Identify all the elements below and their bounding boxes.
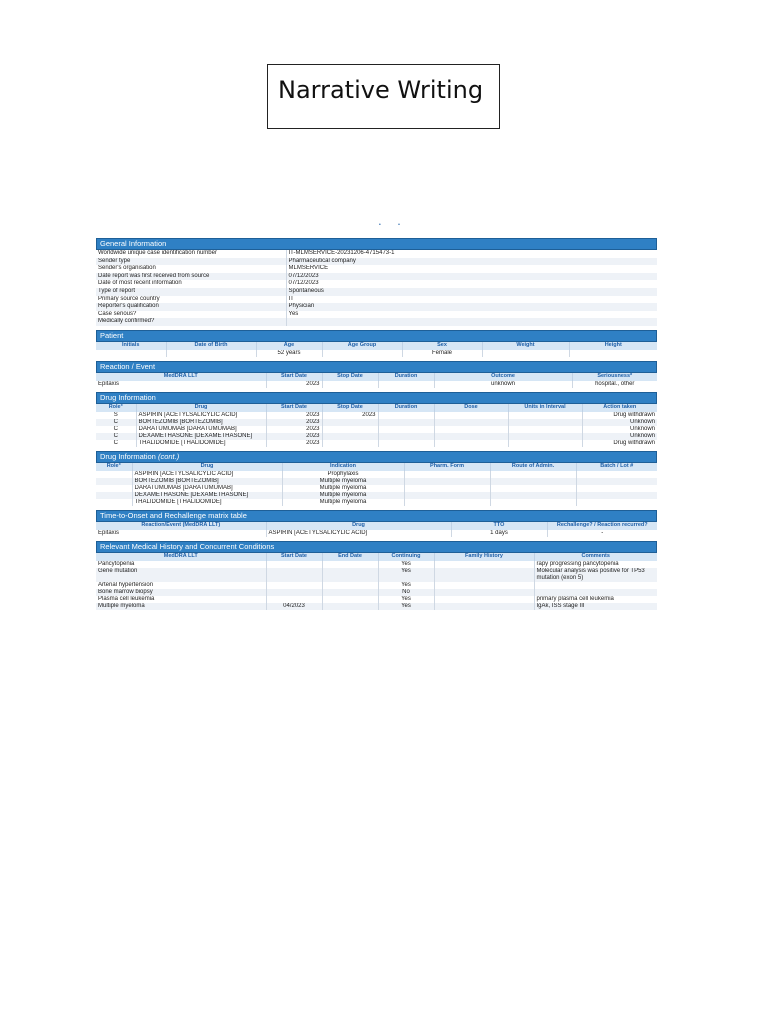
table-cell xyxy=(322,426,378,433)
section-heading: Patient xyxy=(96,330,657,342)
table-cell xyxy=(378,426,434,433)
table-cell: - xyxy=(547,530,657,537)
column-header: Start Date xyxy=(266,404,322,412)
table-cell xyxy=(434,568,534,582)
table-row xyxy=(96,265,657,273)
table-cell: Molecular analysis was positive for TP53 mutation (exon 5) xyxy=(534,568,657,582)
column-header: Drug xyxy=(266,522,451,530)
field-label: Worldwide unique case identification number xyxy=(96,250,286,258)
table-cell xyxy=(576,485,657,492)
field-value: Pharmaceutical company xyxy=(286,258,657,266)
table-cell xyxy=(96,492,132,499)
table-row xyxy=(96,492,657,499)
header-row xyxy=(96,463,657,471)
table-cell: BORTEZOMIB [BORTEZOMIB] xyxy=(132,478,282,485)
table-cell xyxy=(266,589,322,596)
table-cell xyxy=(434,582,534,589)
column-header: Outcome xyxy=(434,373,572,381)
table-cell xyxy=(322,561,378,568)
table-row xyxy=(96,596,657,603)
table-cell xyxy=(508,419,582,426)
header-row xyxy=(96,373,657,381)
table-cell: Plasma cell leukemia xyxy=(96,596,266,603)
field-value: IT-MLMSERVICE-20231206-4715473-1 xyxy=(286,250,657,258)
table-cell xyxy=(322,440,378,447)
table-row xyxy=(96,499,657,506)
table-cell xyxy=(434,561,534,568)
table-cell: DEXAMETHASONE [DEXAMETHASONE] xyxy=(132,492,282,499)
column-header: Pharm. Form xyxy=(404,463,490,471)
field-label: Case serious? xyxy=(96,311,286,319)
drug-cont-table xyxy=(96,463,657,506)
column-header: Start Date xyxy=(266,553,322,561)
table-cell: unknown xyxy=(434,381,572,388)
table-row xyxy=(96,273,657,281)
column-header: Continuing xyxy=(378,553,434,561)
table-cell: Unknown xyxy=(582,433,657,440)
column-header: Role° xyxy=(96,463,132,471)
patient-section xyxy=(96,330,657,357)
section-heading: Drug Information xyxy=(96,392,657,404)
table-cell: rapy progressing pancytopenia xyxy=(534,561,657,568)
table-row xyxy=(96,603,657,610)
column-header: Initials xyxy=(96,342,166,350)
table-cell: Unknown xyxy=(582,419,657,426)
table-row xyxy=(96,381,657,388)
table-cell xyxy=(266,568,322,582)
column-header: MedDRA LLT xyxy=(96,373,266,381)
table-cell: C xyxy=(96,426,136,433)
field-value: 07/12/2023 xyxy=(286,273,657,281)
table-cell: DEXAMETHASONE [DEXAMETHASONE] xyxy=(136,433,266,440)
table-cell xyxy=(490,492,576,499)
table-cell xyxy=(96,471,132,478)
table-cell: 2023 xyxy=(322,412,378,419)
field-label: Medically confirmed? xyxy=(96,318,286,326)
table-cell: 2023 xyxy=(266,381,322,388)
table-row xyxy=(96,296,657,304)
column-header: Batch / Lot # xyxy=(576,463,657,471)
drug-table xyxy=(96,404,657,447)
table-cell xyxy=(434,589,534,596)
section-heading-suffix: (cont.) xyxy=(157,451,180,461)
table-cell xyxy=(576,499,657,506)
table-cell xyxy=(96,478,132,485)
table-cell xyxy=(404,492,490,499)
table-cell: 52 years xyxy=(256,350,322,357)
table-cell: Multiple myeloma xyxy=(282,492,404,499)
table-cell: No xyxy=(378,589,434,596)
table-row xyxy=(96,589,657,596)
column-header: Date of Birth xyxy=(166,342,256,350)
table-row xyxy=(96,412,657,419)
table-cell xyxy=(322,582,378,589)
column-header: Sex xyxy=(402,342,482,350)
table-cell xyxy=(508,412,582,419)
table-row xyxy=(96,433,657,440)
column-header: Dose xyxy=(434,404,508,412)
table-row xyxy=(96,280,657,288)
header-row xyxy=(96,342,657,350)
column-header: Height xyxy=(569,342,657,350)
table-row xyxy=(96,478,657,485)
column-header: Units in Interval xyxy=(508,404,582,412)
table-cell xyxy=(434,596,534,603)
table-cell xyxy=(166,350,256,357)
table-cell xyxy=(508,426,582,433)
table-row xyxy=(96,318,657,326)
column-header: Route of Admin. xyxy=(490,463,576,471)
field-label: Date report was first received from source xyxy=(96,273,286,281)
table-row xyxy=(96,350,657,357)
table-cell: Multiple myeloma xyxy=(282,478,404,485)
table-row xyxy=(96,530,657,537)
medical-history-section xyxy=(96,541,657,610)
general-information-section xyxy=(96,238,657,326)
table-cell: Arterial hypertension xyxy=(96,582,266,589)
table-row xyxy=(96,250,657,258)
field-value: MLMSERVICE xyxy=(286,265,657,273)
medical-history-table xyxy=(96,553,657,610)
column-header: Family History xyxy=(434,553,534,561)
section-heading: Time-to-Onset and Rechallenge matrix table xyxy=(96,510,657,522)
table-row xyxy=(96,288,657,296)
section-heading-text: Drug Information xyxy=(100,451,156,461)
table-row xyxy=(96,419,657,426)
table-cell xyxy=(508,440,582,447)
table-cell xyxy=(534,589,657,596)
table-row xyxy=(96,568,657,582)
table-cell: Yes xyxy=(378,561,434,568)
reaction-section xyxy=(96,361,657,388)
table-row xyxy=(96,426,657,433)
table-cell: Prophylaxis xyxy=(282,471,404,478)
table-cell: C xyxy=(96,419,136,426)
table-cell xyxy=(534,582,657,589)
tto-table xyxy=(96,522,657,537)
column-header: MedDRA LLT xyxy=(96,553,266,561)
table-cell: Drug withdrawn xyxy=(582,440,657,447)
section-heading: Reaction / Event xyxy=(96,361,657,373)
field-value: Yes xyxy=(286,311,657,319)
table-cell xyxy=(434,433,508,440)
table-cell: Yes xyxy=(378,596,434,603)
header-row xyxy=(96,553,657,561)
table-cell xyxy=(434,603,534,610)
table-cell xyxy=(404,485,490,492)
drug-cont-section xyxy=(96,451,657,506)
table-row xyxy=(96,471,657,478)
table-row xyxy=(96,582,657,589)
table-cell: Drug withdrawn xyxy=(582,412,657,419)
table-cell xyxy=(266,582,322,589)
section-heading: Relevant Medical History and Concurrent Conditions xyxy=(96,541,657,553)
column-header: Duration xyxy=(378,404,434,412)
page-title: Narrative Writing xyxy=(278,76,484,104)
table-cell xyxy=(434,412,508,419)
column-header: Role° xyxy=(96,404,136,412)
reaction-table xyxy=(96,373,657,388)
table-row xyxy=(96,258,657,266)
table-cell xyxy=(96,485,132,492)
table-cell xyxy=(434,426,508,433)
table-cell xyxy=(266,596,322,603)
table-cell: S xyxy=(96,412,136,419)
table-cell xyxy=(378,381,434,388)
table-cell xyxy=(322,596,378,603)
table-cell xyxy=(576,492,657,499)
table-cell xyxy=(322,350,402,357)
table-cell: hospital., other xyxy=(572,381,657,388)
column-header: Seriousness* xyxy=(572,373,657,381)
table-cell: 2023 xyxy=(266,419,322,426)
table-cell: C xyxy=(96,433,136,440)
table-cell xyxy=(322,568,378,582)
table-cell xyxy=(576,471,657,478)
column-header: Comments xyxy=(534,553,657,561)
table-cell: 04/2023 xyxy=(266,603,322,610)
table-cell: Multiple myeloma xyxy=(282,499,404,506)
table-cell xyxy=(378,419,434,426)
table-cell: Pancytopenia xyxy=(96,561,266,568)
table-cell: ASPIRIN [ACETYLSALICYLIC ACID] xyxy=(136,412,266,419)
table-cell xyxy=(96,499,132,506)
section-heading: General Information xyxy=(96,238,657,250)
table-cell: BORTEZOMIB [BORTEZOMIB] xyxy=(136,419,266,426)
page-title-box xyxy=(267,64,500,129)
table-cell: Epitaxis xyxy=(96,381,266,388)
table-row xyxy=(96,311,657,319)
table-cell xyxy=(404,471,490,478)
field-value: Physician xyxy=(286,303,657,311)
table-cell: IgAk, ISS stage III xyxy=(534,603,657,610)
table-cell: Bone marrow biopsy xyxy=(96,589,266,596)
table-cell: Female xyxy=(402,350,482,357)
table-cell xyxy=(378,440,434,447)
table-cell: Yes xyxy=(378,568,434,582)
table-cell: DARATUMUMAB [DARATUMUMAB] xyxy=(132,485,282,492)
tto-section xyxy=(96,510,657,537)
column-header: Action taken xyxy=(582,404,657,412)
column-header: Duration xyxy=(378,373,434,381)
header-row xyxy=(96,404,657,412)
table-cell: DARATUMUMAB [DARATUMUMAB] xyxy=(136,426,266,433)
table-cell xyxy=(404,478,490,485)
patient-table xyxy=(96,342,657,357)
table-cell: C xyxy=(96,440,136,447)
table-row xyxy=(96,485,657,492)
table-cell: primary plasma cell leukemia xyxy=(534,596,657,603)
column-header: End Date xyxy=(322,553,378,561)
column-header: Stop Date xyxy=(322,373,378,381)
table-row xyxy=(96,440,657,447)
column-header: Drug xyxy=(132,463,282,471)
column-header: Rechallenge? / Reaction recurred? xyxy=(547,522,657,530)
header-row xyxy=(96,522,657,530)
table-cell: THALIDOMIDE [THALIDOMIDE] xyxy=(132,499,282,506)
table-cell: Epitaxis xyxy=(96,530,266,537)
table-cell xyxy=(322,433,378,440)
table-cell: 2023 xyxy=(266,440,322,447)
table-cell: 2023 xyxy=(266,426,322,433)
table-cell xyxy=(322,589,378,596)
drug-section xyxy=(96,392,657,447)
table-cell: 1 days xyxy=(451,530,547,537)
column-header: Age Group xyxy=(322,342,402,350)
field-label: Type of report xyxy=(96,288,286,296)
field-label: Sender's organisation xyxy=(96,265,286,273)
field-label: Sender type xyxy=(96,258,286,266)
column-header: Start Date xyxy=(266,373,322,381)
column-header: Weight xyxy=(482,342,569,350)
field-label: Date of most recent information xyxy=(96,280,286,288)
table-cell xyxy=(490,478,576,485)
table-cell: ASPIRIN [ACETYLSALICYLIC ACID] xyxy=(132,471,282,478)
table-cell xyxy=(490,485,576,492)
column-header: Reaction/Event (MedDRA LLT) xyxy=(96,522,266,530)
table-cell xyxy=(482,350,569,357)
column-header: Age xyxy=(256,342,322,350)
table-cell: 2023 xyxy=(266,412,322,419)
table-cell xyxy=(434,419,508,426)
table-cell xyxy=(322,419,378,426)
table-cell: Yes xyxy=(378,603,434,610)
table-cell xyxy=(322,381,378,388)
table-cell xyxy=(322,603,378,610)
column-header: Drug xyxy=(136,404,266,412)
decorative-dots: • • xyxy=(379,222,408,228)
table-cell xyxy=(508,433,582,440)
table-cell xyxy=(378,433,434,440)
table-cell xyxy=(434,440,508,447)
case-report xyxy=(96,238,657,614)
column-header: Stop Date xyxy=(322,404,378,412)
table-cell xyxy=(569,350,657,357)
field-value: 07/12/2023 xyxy=(286,280,657,288)
table-cell: ASPIRIN [ACETYLSALICYLIC ACID] xyxy=(266,530,451,537)
table-row xyxy=(96,303,657,311)
table-cell xyxy=(378,412,434,419)
field-value xyxy=(286,318,657,326)
table-cell xyxy=(96,350,166,357)
section-heading xyxy=(96,451,657,463)
table-cell: Yes xyxy=(378,582,434,589)
field-value: IT xyxy=(286,296,657,304)
table-row xyxy=(96,561,657,568)
field-label: Primary source country xyxy=(96,296,286,304)
table-cell: Unknown xyxy=(582,426,657,433)
field-value: Spontaneous xyxy=(286,288,657,296)
table-cell xyxy=(490,499,576,506)
column-header: Indication xyxy=(282,463,404,471)
field-label: Reporter's qualification xyxy=(96,303,286,311)
table-cell xyxy=(490,471,576,478)
table-cell: Multiple myeloma xyxy=(96,603,266,610)
column-header: TTO xyxy=(451,522,547,530)
table-cell: Gene mutation xyxy=(96,568,266,582)
table-cell xyxy=(266,561,322,568)
general-information-table xyxy=(96,250,657,326)
table-cell: Multiple myeloma xyxy=(282,485,404,492)
table-cell xyxy=(576,478,657,485)
table-cell: THALIDOMIDE [THALIDOMIDE] xyxy=(136,440,266,447)
table-cell xyxy=(404,499,490,506)
table-cell: 2023 xyxy=(266,433,322,440)
